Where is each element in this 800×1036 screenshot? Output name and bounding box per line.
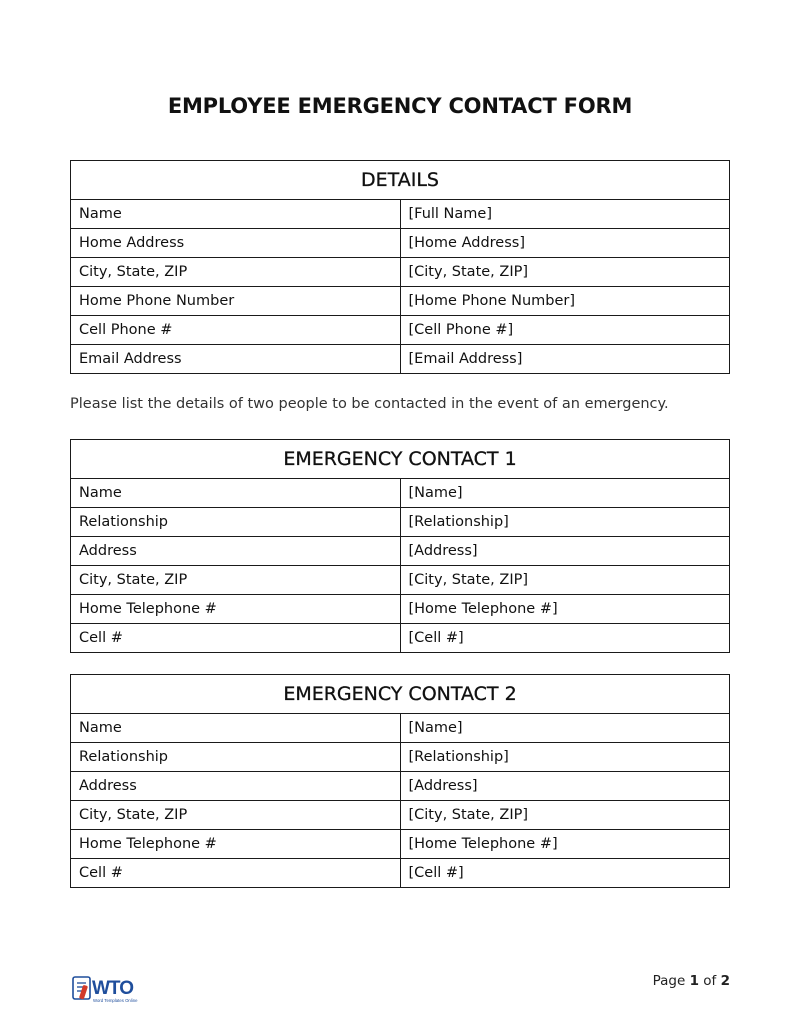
table-row (71, 743, 730, 772)
field-value[interactable]: [Home Address] (400, 229, 730, 258)
details-table (70, 160, 730, 374)
field-label: Cell # (71, 624, 401, 653)
wto-logo (72, 974, 154, 1004)
field-label: Relationship (71, 743, 401, 772)
field-label: Address (71, 537, 401, 566)
field-value[interactable]: [Relationship] (400, 508, 730, 537)
table-row (71, 229, 730, 258)
table-row (71, 537, 730, 566)
table-row (71, 479, 730, 508)
field-value[interactable]: [Cell Phone #] (400, 316, 730, 345)
table-row (71, 200, 730, 229)
page-title: EMPLOYEE EMERGENCY CONTACT FORM (167, 94, 633, 118)
field-label: Name (71, 714, 401, 743)
table-row (71, 345, 730, 374)
field-label: City, State, ZIP (71, 801, 401, 830)
field-value[interactable]: [Home Telephone #] (400, 595, 730, 624)
field-value[interactable]: [Cell #] (400, 624, 730, 653)
table-row (71, 566, 730, 595)
field-value[interactable]: [Name] (400, 479, 730, 508)
field-label: Home Phone Number (71, 287, 401, 316)
wto-logo-icon (72, 974, 154, 1004)
field-label: Email Address (71, 345, 401, 374)
table-row (71, 714, 730, 743)
field-value[interactable]: [Relationship] (400, 743, 730, 772)
field-value[interactable]: [City, State, ZIP] (400, 258, 730, 287)
table-row (71, 316, 730, 345)
emergency-contact-2-table (70, 674, 730, 888)
emergency-contact-1-heading: EMERGENCY CONTACT 1 (71, 440, 730, 479)
field-value[interactable]: [City, State, ZIP] (400, 801, 730, 830)
emergency-contact-2-heading: EMERGENCY CONTACT 2 (71, 675, 730, 714)
logo-text: WTO (92, 978, 133, 999)
table-row (71, 287, 730, 316)
table-row (71, 258, 730, 287)
field-label: Relationship (71, 508, 401, 537)
field-label: Name (71, 479, 401, 508)
table-row (71, 624, 730, 653)
field-value[interactable]: [Home Telephone #] (400, 830, 730, 859)
table-row (71, 508, 730, 537)
table-row (71, 595, 730, 624)
emergency-contact-1-table (70, 439, 730, 653)
field-label: City, State, ZIP (71, 566, 401, 595)
table-row (71, 830, 730, 859)
field-value[interactable]: [Address] (400, 537, 730, 566)
field-label: Cell Phone # (71, 316, 401, 345)
field-value[interactable]: [Email Address] (400, 345, 730, 374)
field-value[interactable]: [Name] (400, 714, 730, 743)
logo-tagline: Word Templates Online (93, 998, 138, 1003)
field-value[interactable]: [Cell #] (400, 859, 730, 888)
field-value[interactable]: [City, State, ZIP] (400, 566, 730, 595)
field-label: Address (71, 772, 401, 801)
page-number: Page 1 of 2 (652, 973, 730, 989)
field-value[interactable]: [Home Phone Number] (400, 287, 730, 316)
field-label: Cell # (71, 859, 401, 888)
field-label: Home Telephone # (71, 830, 401, 859)
table-row (71, 772, 730, 801)
table-row (71, 859, 730, 888)
table-row (71, 801, 730, 830)
field-label: City, State, ZIP (71, 258, 401, 287)
field-label: Home Telephone # (71, 595, 401, 624)
field-value[interactable]: [Full Name] (400, 200, 730, 229)
instruction-text: Please list the details of two people to be contacted in the event of an emergency. (70, 396, 669, 412)
field-value[interactable]: [Address] (400, 772, 730, 801)
field-label: Name (71, 200, 401, 229)
details-heading: DETAILS (71, 161, 730, 200)
field-label: Home Address (71, 229, 401, 258)
